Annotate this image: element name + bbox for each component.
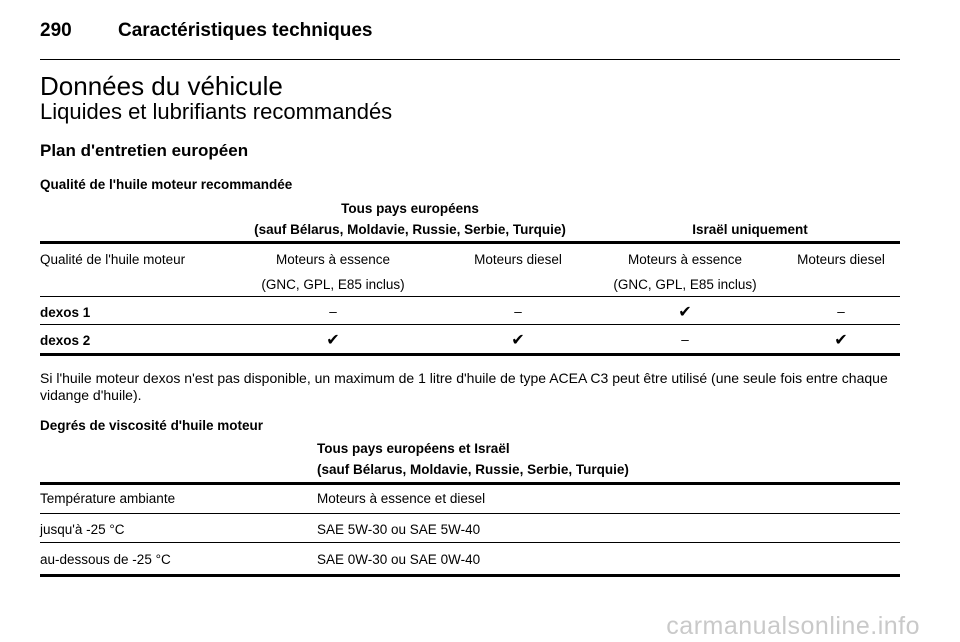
table-divider [40,296,900,297]
page-header [40,18,900,58]
col-header-diesel-eu: Moteurs diesel [474,252,562,267]
table-cell: – [681,332,689,347]
row-label: dexos 2 [40,333,91,348]
viscosity-group-line1: Tous pays européens et Israël [317,441,510,456]
temperature-cell: au-dessous de -25 °C [40,552,171,567]
page-title: Données du véhicule [40,71,283,101]
col-header-petrol-eu-note: (GNC, GPL, E85 inclus) [261,277,405,292]
table-divider [40,353,900,356]
row-label: dexos 1 [40,305,91,320]
col-header-engines: Moteurs à essence et diesel [317,491,486,506]
section-title: Caractéristiques techniques [118,20,373,41]
group-header-europe-line1: Tous pays européens [341,201,479,216]
col-header-petrol-il: Moteurs à essence [627,252,743,267]
table-divider [40,324,900,325]
viscosity-table [40,438,900,583]
table-cell: – [837,304,845,319]
oil-quality-table [40,198,900,358]
col-header-quality: Qualité de l'huile moteur [40,252,186,267]
viscosity-group-line2: (sauf Bélarus, Moldavie, Russie, Serbie, Turquie) [317,462,629,477]
viscosity-heading: Degrés de viscosité d'huile moteur [40,418,264,433]
check-icon: ✔ [834,332,848,349]
table-divider [40,542,900,543]
page-subtitle: Liquides et lubrifiants recommandés [40,99,393,124]
table-cell: – [514,304,522,319]
col-header-temperature: Température ambiante [40,491,176,506]
watermark: carmanualsonline.info [666,612,920,640]
acea-note: Si l'huile moteur dexos n'est pas disponible, un maximum de 1 litre d'huile de type ACEA C3 peut être utilisé (une seule fois entre chaque vidange d'huile). [40,370,888,403]
oil-quality-heading: Qualité de l'huile moteur recommandée [40,177,293,192]
col-header-petrol-eu: Moteurs à essence [275,252,391,267]
group-header-israel: Israël uniquement [692,222,808,237]
plan-heading: Plan d'entretien européen [40,141,249,160]
check-icon: ✔ [511,332,525,349]
grade-cell: SAE 5W-30 ou SAE 5W-40 [317,522,481,537]
table-divider [40,482,900,485]
temperature-cell: jusqu'à -25 °C [40,522,125,537]
check-icon: ✔ [326,332,340,349]
col-header-petrol-il-note: (GNC, GPL, E85 inclus) [613,277,757,292]
table-divider [40,241,900,244]
table-cell: – [329,304,337,319]
group-header-europe-line2: (sauf Bélarus, Moldavie, Russie, Serbie, Turquie) [254,222,566,237]
check-icon: ✔ [678,304,692,321]
page-number: 290 [40,20,72,41]
col-header-diesel-il: Moteurs diesel [797,252,885,267]
grade-cell: SAE 0W-30 ou SAE 0W-40 [317,552,481,567]
table-divider [40,513,900,514]
header-divider [40,59,900,60]
table-divider [40,574,900,577]
